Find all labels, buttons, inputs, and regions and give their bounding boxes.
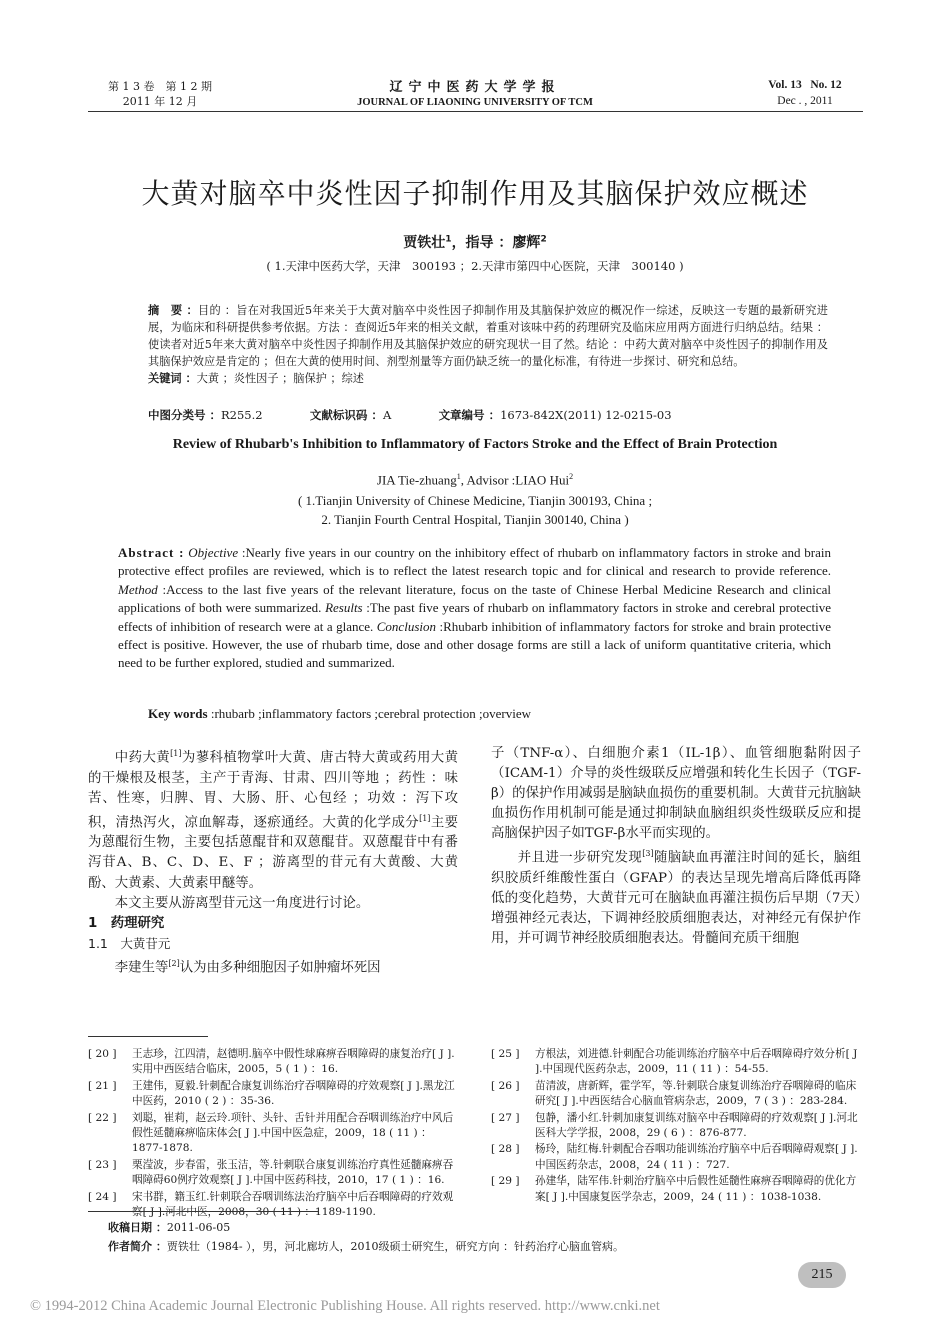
en-objective-label: Objective [188, 545, 239, 560]
citation: [1] [170, 749, 182, 758]
doc-code-label: 文献标识码 ： [309, 408, 383, 422]
reference-number: [ 27 ] [491, 1111, 520, 1124]
reference-text: 方根法，刘进德.针刺配合功能训练治疗脑卒中后吞咽障碍疗效分析[ J ].中国现代医药杂志，2009，11 ( 11 ) ：54-55. [535, 1048, 858, 1076]
author-bio-label: 作者简介 ： [108, 1240, 167, 1253]
reference-number: [ 22 ] [88, 1111, 117, 1124]
author-bio [108, 1238, 624, 1254]
body-text: 李建生等 [114, 960, 169, 976]
body-text: 中药大黄 [114, 750, 171, 766]
author-2-sup: 2 [540, 234, 547, 245]
author-1-sup: 1 [445, 234, 452, 245]
en-affil-line2: 2. Tianjin Fourth Central Hospital, Tianjin 300140, China ) [321, 512, 629, 527]
reference-item [491, 1047, 861, 1078]
en-keywords-text: :rhubarb ;inflammatory factors ;cerebral protection ;overview [207, 706, 532, 721]
reference-item [88, 1111, 458, 1157]
footnote-rule [88, 1211, 318, 1212]
reference-number: [ 20 ] [88, 1048, 117, 1060]
author-sep: ，指导 ： [451, 235, 513, 251]
reference-text: 栗滢波，步春雷，张玉洁，等.针刺联合康复训练治疗真性延髓麻痹吞咽障碍60例疗效观察[ J ].中国中医药科技，2010，17 ( 1 ) ：16. [132, 1158, 454, 1187]
body-paragraph [88, 744, 458, 894]
reference-item [491, 1111, 861, 1142]
issue-info [100, 79, 220, 109]
affiliation: ( 1.天津中医药大学，天津 300193 ；2.天津市第四中心医院，天津 300140 ) [266, 259, 684, 273]
reference-text: 刘聪，崔莉，赵云玲.项针、头针、舌针并用配合吞咽训练治疗中风后假性延髓麻痹临床体会[ J ].中国中医急症，2009，18 ( 11 ) ：1877-1878. [132, 1111, 454, 1155]
journal-name-cn: 辽宁中医药大学学报 [389, 80, 561, 95]
english-affiliation [0, 491, 950, 529]
number-en: No. 12 [810, 79, 842, 91]
header-rule [88, 111, 863, 112]
cn-keywords-label: 关键词 ： [148, 372, 197, 385]
received-label: 收稿日期 ： [108, 1221, 167, 1234]
reference-text: 王志珍，江四清，赵德明.脑卒中假性球麻痹吞咽障碍的康复治疗[ J ].实用中西医结合临床，2005，5 ( 1 ) ：16. [132, 1048, 455, 1076]
copyright-line: © 1994-2012 China Academic Journal Electronic Publishing House. All rights reserved. http://www.cnki.net [30, 1298, 660, 1314]
received-value: 2011-06-05 [166, 1221, 231, 1234]
reference-item [88, 1158, 458, 1189]
reference-text: 孙建华，陆军伟.针刺治疗脑卒中后假性延髓性麻痹吞咽障碍的优化方案[ J ].中国康复医学杂志，2009，24 ( 11 ) ：1038-1038. [535, 1175, 857, 1203]
body-text: 主要为蒽醌衍生物，主要包括蒽醌苷和双蒽醌苷。双蒽醌苷中有番泻苷A、B、C、D、E、F ；游离型的苷元有大黄酸、大黄酚、大黄素、大黄素甲醚等。 [88, 815, 459, 891]
en-method-label: Method [118, 581, 158, 597]
en-conclusion-label: Conclusion [376, 618, 436, 634]
article-no-label: 文章编号 ： [438, 408, 501, 422]
cn-abstract-label: 摘 要 ： [148, 304, 199, 317]
body-paragraph [88, 954, 458, 979]
received-date [108, 1219, 230, 1235]
page-number: 215 [798, 1262, 846, 1288]
volume-en: Vol. 13 [768, 79, 802, 91]
en-author-2-sup: 2 [569, 472, 574, 481]
journal-name-en: JOURNAL OF LIAONING UNIVERSITY OF TCM [357, 97, 593, 108]
issue-info-en [740, 77, 870, 109]
en-abstract-label: Abstract : [118, 545, 185, 560]
reference-number: [ 28 ] [491, 1143, 520, 1156]
reference-text: 包静，潘小红.针刺加康复训练对脑卒中吞咽障碍的疗效观察[ J ].河北医科大学学报，2008，29 ( 6 ) ：876-877. [535, 1111, 858, 1140]
body-left-column [88, 744, 458, 978]
english-keywords [148, 706, 828, 722]
en-objective-text: :Nearly five years in our country on the inhibitory effect of rhubarb on inflammatory factors in stroke and brain protective effect profiles are reviewed, which is to reflect the latest research topic and for clinical and research to provide reference. [118, 545, 832, 579]
body-text: 并且进一步研究发现 [517, 850, 643, 866]
body-paragraph: 子（TNF-α）、白细胞介素1（IL-1β）、血管细胞黏附因子（ICAM-1）介导的炎性级联反应增强和转化生长因子（TGF-β）的保护作用减弱是脑缺血损伤的重要机制。大黄苷元抗脑缺血损伤作用机制可能是通过抑制缺血脑组织炎性级联反应和提高脑保护因子如TGF-β水平而实现的。 [491, 746, 861, 842]
reference-number: [ 21 ] [88, 1079, 117, 1092]
body-text: 认为由多种细胞因子如肿瘤坏死因 [179, 960, 381, 976]
journal-name [300, 76, 650, 108]
en-keywords-label: Key words [148, 706, 208, 721]
english-title: Review of Rhubarb's Inhibition to Inflammatory of Factors Stroke and the Effect of Brain Protection [172, 437, 778, 452]
en-author-2: , Advisor :LIAO Hui [460, 472, 570, 488]
reference-number: [ 29 ] [491, 1175, 520, 1188]
english-abstract [118, 544, 831, 673]
citation: [1] [419, 813, 431, 823]
reference-number: [ 24 ] [88, 1190, 117, 1203]
cn-abstract-text: 目的 ：旨在对我国近5年来关于大黄对脑卒中炎性因子抑制作用及其脑保护效应的概况作一综述，反映这一专题的最新研究进展，为临床和科研提供参考依据。方法 ：查阅近5年来的相关文献，着重对该味中药的药理研究及临床应用两方面进行归纳总结。结果 ：使读者对近5年来大黄对脑卒中炎性因子抑制作用及其脑保护效应的研究现状一目了然。结论 ：中药大黄对脑卒中炎性因子的抑制作用及其脑保护效应是肯定的 ；但在大黄的使用时间、剂型剂量等方面仍缺乏统一的量化标准，有待进一步探讨、研究和总结。 [148, 304, 828, 368]
body-text: 为蓼科植物掌叶大黄、唐古特大黄或药用大黄的干燥根及根茎，主产于青海、甘肃、四川等地 ；药性 ：味苦、性寒，归脾、胃、大肠、肝、心包经 ；功效 ：泻下攻积，清热泻火，凉血解毒，逐瘀通经。大黄的化学成分 [88, 750, 459, 831]
cn-keywords: 大黄 ；炎性因子 ；脑保护 ；综述 [196, 372, 364, 385]
reference-item [491, 1142, 861, 1173]
reference-text: 杨玲，陆红梅.针刺配合吞咽功能训练治疗脑卒中后吞咽障碍观察[ J ].中国医药杂志，2008，24 ( 11 ) ：727. [535, 1143, 858, 1171]
en-method-text: :Access to the last five years of the relevant literature, focus on the taste of Chinese Herbal Medicine Research and clinical applications of both were summarized. [118, 581, 831, 616]
english-authors [0, 472, 950, 488]
body-paragraph: 本文主要从游离型苷元这一角度进行讨论。 [114, 895, 370, 911]
reference-item [88, 1079, 458, 1110]
en-results-text: :The past five years of rhubarb on inflammatory factors in stroke and cerebral protective effects of inhibition of research were at a glance. [118, 600, 831, 634]
body-right-column [491, 744, 861, 949]
reference-number: [ 23 ] [88, 1158, 117, 1171]
reference-item [88, 1190, 458, 1221]
author-1: 贾铁壮 [403, 235, 446, 251]
citation: [3] [642, 849, 654, 859]
section-heading: 1 药理研究 [88, 915, 165, 931]
en-conclusion-text: :Rhubarb inhibition of inflammatory factors for stroke and brain protective effect is positive. However, the use of rhubarb time, dose and other dosage forms are still a lack of uniform quantitative criteria, which need to be further explored, studied and summarized. [118, 618, 832, 671]
issue-date: 2011 年 12 月 [122, 95, 198, 108]
reference-number: [ 26 ] [491, 1079, 520, 1092]
en-affil-line1: ( 1.Tianjin University of Chinese Medicine, Tianjin 300193, China ; [297, 493, 653, 508]
author-2: 廖辉 [512, 235, 541, 251]
author-bio-value: 贾铁壮（1984- ），男，河北廊坊人，2010级硕士研究生，研究方向 ：针药治疗心脑血管病。 [166, 1240, 625, 1253]
body-paragraph [491, 844, 861, 949]
reference-text: 宋书群，籍玉红.针刺联合吞咽训练法治疗脑卒中后吞咽障碍的疗效观察[ J ].河北中医，2008，30 ( 11 ) ：1189-1190. [132, 1190, 454, 1219]
clc-label: 中图分类号 ： [148, 408, 222, 422]
issue-volume: 第 1 3 卷 第 1 2 期 [108, 80, 212, 93]
en-results-label: Results [325, 600, 363, 616]
reference-text: 王建伟，夏毅.针刺配合康复训练治疗吞咽障碍的疗效观察[ J ].黑龙江中医药，2010 ( 2 ) ：35-36. [132, 1079, 455, 1108]
paper-title: 大黄对脑卒中炎性因子抑制作用及其脑保护效应概述 [141, 177, 809, 210]
subsection-heading: 1.1 大黄苷元 [88, 935, 171, 951]
clc-value: R255.2 [221, 408, 263, 422]
references-right [491, 1047, 861, 1206]
reference-item [491, 1079, 861, 1110]
citation: [2] [168, 958, 180, 968]
en-author-1-sup: 1 [456, 472, 461, 481]
reference-text: 苗清波，唐新辉，霍学军，等.针刺联合康复训练治疗吞咽障碍的临床研究[ J ].中西医结合心脑血管病杂志，2009，7 ( 3 ) ：283-284. [535, 1079, 857, 1108]
article-no-value: 1673-842X(2011) 12-0215-03 [500, 408, 672, 422]
references-left [88, 1047, 458, 1221]
en-author-1: JIA Tie-zhuang [376, 472, 457, 488]
reference-item [88, 1047, 458, 1078]
doc-code-value: A [382, 408, 392, 422]
reference-item [491, 1174, 861, 1205]
cn-abstract [148, 302, 828, 387]
body-text: 随脑缺血再灌注时间的延长，脑组织胶质纤维酸性蛋白（GFAP）的表达呈现先增高后降低再降低的变化趋势，大黄苷元可在脑缺血再灌注损伤后早期（7天）增强神经元表达，下调神经胶质细胞表达，对神经元有保护作用，并可调节神经胶质细胞表达。骨髓间充质干细胞 [491, 850, 862, 947]
authors [0, 232, 950, 252]
classification-row [148, 407, 828, 423]
reference-number: [ 25 ] [491, 1048, 520, 1060]
date-en: Dec . , 2011 [777, 95, 833, 107]
references-rule [88, 1036, 208, 1037]
